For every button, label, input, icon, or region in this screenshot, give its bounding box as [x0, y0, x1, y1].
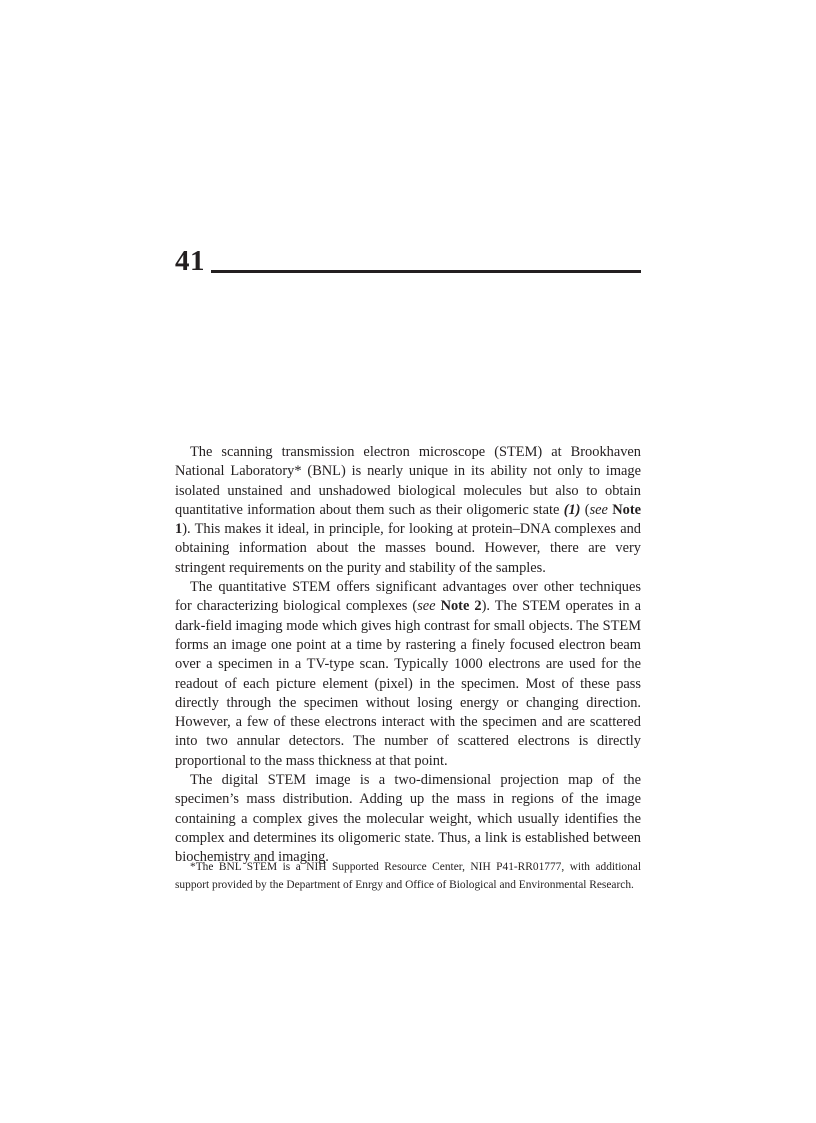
- chapter-heading: [175, 246, 641, 276]
- see-word: see: [589, 501, 608, 518]
- paragraph-2: [175, 578, 641, 771]
- footnote: [175, 858, 641, 894]
- note-2-ref: Note 2: [440, 598, 482, 615]
- see-word: see: [417, 598, 436, 615]
- reference-1: (1): [563, 501, 581, 518]
- paragraph-1: [175, 443, 641, 578]
- paragraph-2-text-a: The quantitative STEM offers significant advantages over other techniques for characterizing biological complexes (: [175, 579, 641, 615]
- chapter-title-rule: [211, 270, 641, 273]
- paragraph-2-text-c: ). The STEM operates in a dark-field imaging mode which gives high contrast for small objects. The STEM forms an image one point at a time by rastering a finely focused electron beam over a specimen in a TV-type scan. Typically 1000 electrons are used for the readout of each picture element (pixel) in the specimen. Most of these pass directly through the specimen without losing energy or changing direction. However, a few of these electrons interact with the specimen and are scattered into two annular detectors. The number of scattered electrons is directly proportional to the mass thickness at that point.: [175, 598, 642, 769]
- paragraph-1-text-d: ). This makes it ideal, in principle, for looking at protein–DNA complexes and obtaining information about the masses bound. However, there are very stringent requirements on the purity and stability of the samples.: [175, 521, 641, 576]
- body-text: [175, 443, 641, 868]
- paragraph-1-text-a: The scanning transmission electron microscope (STEM) at Brookhaven National Laboratory* (BNL) is nearly unique in its ability not only to image isolated unstained and unshadowed biological molecules but also to obtain quantitative information about them such as their oligomeric state: [175, 444, 641, 518]
- note-1-ref: Note 1: [175, 501, 642, 538]
- paragraph-1-text-b: (: [580, 501, 590, 518]
- footnote-text: *The BNL STEM is a NIH Supported Resource Center, NIH P41-RR01777, with additional support provided by the Department of Enrgy and Office of Biological and Environmental Research.: [175, 861, 641, 891]
- chapter-number: 41: [175, 245, 205, 277]
- paragraph-3: The digital STEM image is a two-dimensional projection map of the specimen’s mass distribution. Adding up the mass in regions of the image containing a complex gives the molecular weight, which usually identifies the complex and determines its oligomeric state. Thus, a link is established between biochemistry and imaging.: [175, 772, 641, 866]
